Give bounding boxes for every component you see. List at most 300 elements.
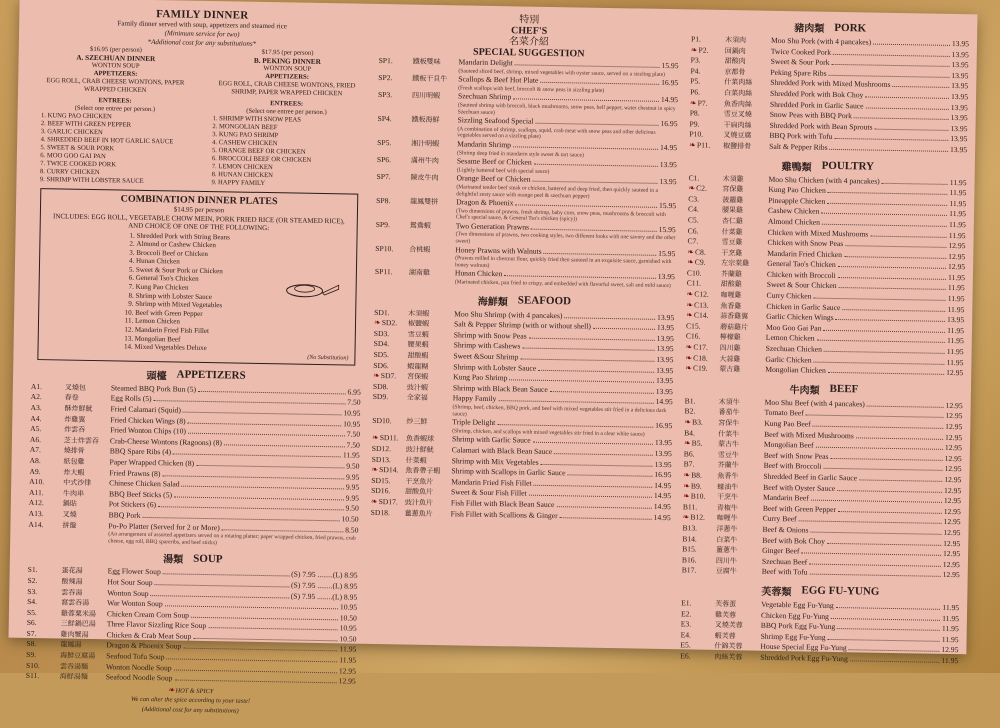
- item-name: Szechuan Shrimp: [457, 91, 512, 102]
- item-name: BBQ Beef Sticks (5): [108, 489, 173, 500]
- item-price: 12.95: [943, 527, 961, 538]
- list-item: 5. ORANGE BEEF OR CHICKEN: [219, 147, 366, 158]
- item-code: [373, 350, 407, 361]
- chili-pepper-icon: ❧: [373, 318, 381, 328]
- item-price: 13.95: [655, 386, 673, 396]
- item-chinese-name: 四川明蝦: [411, 91, 441, 101]
- list-item: 3. Broccoli Beef or Chicken: [136, 248, 350, 260]
- item-code-text: P3.: [690, 55, 701, 65]
- item-name: Moo Shu Chicken (with 4 pancakes): [768, 174, 880, 186]
- item-code-text: A10.: [29, 477, 45, 487]
- item-name: Shrimp with Snow Peas: [453, 330, 527, 341]
- item-price: 16.95: [660, 119, 678, 129]
- item-code-text: SP5.: [377, 137, 392, 148]
- item-chinese-name: 海鮮豆腐湯: [60, 651, 96, 661]
- item-code: [684, 407, 718, 418]
- item-price: 12.95: [944, 432, 963, 442]
- list-item: 14. Mixed Vegetables Deluxe: [134, 343, 348, 355]
- item-name: Tomato Beef: [764, 408, 804, 418]
- item-price: 12.95: [944, 485, 962, 495]
- list-item: 6. BROCCOLI BEEF OR CHICKEN: [218, 155, 365, 166]
- item-price: 14.95: [653, 501, 671, 512]
- item-chinese-name: 雲吞湯: [61, 588, 83, 597]
- item-name: Snow Peas with BBQ Pork: [769, 109, 853, 121]
- item-name: Three Flavor Sizzling Rice Soup: [106, 619, 207, 631]
- item-name: Po-Po Platter (Served for 2 or More): [108, 520, 220, 532]
- chili-pepper-icon: ❧: [685, 363, 693, 373]
- leader-dots: [892, 86, 949, 88]
- item-price: 12.95: [943, 538, 961, 548]
- item-code-text: C10.: [686, 268, 702, 278]
- item-name: Moo Shu Beef (with 4 pancakes): [764, 397, 865, 409]
- item-price: 15.95: [658, 224, 676, 235]
- item-code: [688, 194, 722, 205]
- appetizers-heading-en: APPETIZERS: [176, 368, 246, 383]
- item-name: Fish Fillet with Black Bean Sauce: [450, 498, 555, 510]
- item-chinese-name: 白菜牛: [716, 535, 738, 544]
- item-price: 9.95: [345, 482, 360, 492]
- item-code: [376, 172, 410, 183]
- item-description: (Two dimensions of prawns, two cooking styles, two different looks with one savory and the other sweet): [455, 231, 676, 245]
- item-name: Peking Spare Ribs: [770, 67, 827, 78]
- item-code-text: SD6.: [373, 360, 389, 370]
- list-item: 4. Hunan Chicken: [136, 257, 350, 269]
- item-name: Shredded Pork with Bean Sprouts: [769, 120, 873, 132]
- item-name: Shrimp with Cashews: [453, 340, 521, 351]
- item-price: 13.95: [656, 333, 674, 343]
- szechuan-appetizers: EGG ROLL, CRAB CHEESE WONTONS, PAPER WRAPPED CHICKEN: [46, 77, 185, 94]
- item-code-text: C11.: [686, 278, 702, 289]
- item-name: Shredded Pork in Garlic Sauce: [769, 99, 864, 110]
- item-code: [681, 609, 715, 620]
- item-code: [690, 109, 724, 120]
- item-chinese-name: 雪豆蝦: [407, 330, 429, 339]
- item-code-text: B10.: [690, 491, 706, 501]
- item-price: 11.95: [342, 450, 360, 461]
- item-price: 12.95: [944, 464, 962, 474]
- chili-pepper-icon: ❧: [689, 97, 697, 108]
- leader-dots: [182, 486, 344, 490]
- item-code-text: C6.: [687, 225, 699, 236]
- peking-dinner-price: $17.95 (per person): [261, 48, 314, 57]
- item-name: Shrimp with Garlic Sauce: [451, 434, 531, 446]
- item-chinese-name: 宮保牛: [718, 418, 740, 428]
- item-chinese-name: 雲吞湯麵: [59, 662, 89, 671]
- item-description: (A combination of shrimp, scallops, squid, crab meat with snow peas and other delicious vegetables served on a sizzling plate): [457, 126, 656, 141]
- item-name: Chicken with Mixed Mushrooms: [767, 227, 869, 239]
- item-code: [686, 332, 720, 343]
- item-price: 16.95: [654, 469, 672, 480]
- item-chinese-name: 叉燒包: [64, 383, 86, 392]
- item-code-text: SD18.: [370, 507, 391, 517]
- leader-dots: [854, 117, 949, 120]
- item-name: Vegetable Egg Fu-Yung: [761, 599, 834, 610]
- soup-heading-en: SOUP: [193, 552, 223, 566]
- item-chinese-name: 木須雞: [722, 174, 744, 183]
- leader-dots: [866, 107, 949, 109]
- leader-dots: [849, 650, 940, 653]
- item-code: [690, 77, 724, 88]
- beef-heading-cn: 牛肉類: [789, 384, 820, 397]
- item-chinese-name: 蝦芙蓉: [714, 631, 736, 640]
- item-price: 10.50: [339, 613, 357, 623]
- item-code-text: C17.: [693, 342, 709, 352]
- item-price: 12.95: [944, 443, 963, 453]
- item-description: (Prawns milled in chestnut flour, quickly fried then sauteed in an exquisite sauce, garnished with honey walnuts): [455, 255, 672, 269]
- item-code: [373, 361, 407, 372]
- item-code-text: SD12.: [371, 443, 392, 454]
- item-code-text: SP4.: [377, 114, 392, 124]
- leader-dots: [188, 422, 342, 426]
- item-price: 16.95: [655, 421, 673, 431]
- szechuan-dinner-soup: WONTON SOUP: [91, 61, 140, 70]
- item-chinese-name: 春卷: [64, 393, 79, 403]
- leader-dots: [222, 529, 343, 532]
- leader-dots: [824, 351, 945, 354]
- item-description: (Fresh scallops with beef, broccoli & snow peas in sizzling plate): [458, 85, 605, 94]
- list-item: 9. Shrimp with Mixed Vegetables: [135, 300, 349, 312]
- item-code: [686, 300, 720, 311]
- leader-dots: [183, 648, 337, 652]
- item-chinese-name: 蒙古牛: [717, 440, 740, 449]
- pork-heading-en: PORK: [834, 21, 867, 34]
- item-code-text: A7.: [29, 445, 42, 455]
- item-name: Mandarin Delight: [458, 57, 513, 68]
- egg-fu-yung-heading-cn: 芙蓉類: [761, 586, 792, 599]
- item-code-text: C12.: [694, 289, 709, 299]
- item-price: 12.95: [944, 474, 962, 485]
- list-item: 9. HAPPY FAMILY: [218, 179, 365, 190]
- chef-special-list: [375, 56, 679, 290]
- item-price: 11.95: [941, 634, 959, 644]
- chili-pepper-icon: ❧: [682, 491, 690, 501]
- list-item: 7. Kung Pao Chicken: [136, 283, 350, 295]
- list-item: 1. KUNG PAO CHICKEN: [48, 112, 195, 123]
- list-item: 10. Beef with Green Pepper: [135, 309, 349, 321]
- item-code-text: E1.: [681, 598, 692, 608]
- item-name: Wonton Soup: [107, 587, 149, 598]
- item-price: 14.95: [653, 491, 672, 501]
- item-price: 13.95: [656, 365, 674, 375]
- leader-dots: [823, 468, 942, 471]
- item-code-text: SD14.: [379, 465, 399, 475]
- item-chinese-name: 合桃蝦: [409, 245, 431, 254]
- item-code-text: P5.: [690, 76, 701, 86]
- item-code-text: B9.: [690, 481, 702, 491]
- item-code: [687, 279, 721, 290]
- leader-dots: [497, 424, 653, 428]
- item-chinese-name: 菠蘿雞: [722, 195, 744, 205]
- item-code: [374, 329, 408, 340]
- item-code-text: C8.: [694, 247, 706, 257]
- list-item: 3. GARLIC CHICKEN: [47, 128, 194, 139]
- item-price: 11.95: [339, 655, 357, 665]
- item-description: (Two dimensions of prawns, fresh shrimp, baby corn, snow peas, mushrooms & broccoli with Chef's special sauce, & General Tso's chicken (spicy)): [455, 208, 666, 223]
- chef-heading-cn-2: 名菜介紹: [508, 36, 550, 48]
- leader-dots: [520, 358, 654, 361]
- item-price: 11.95: [948, 272, 965, 283]
- item-name: Moo Shu Pork (with 4 pancakes): [770, 35, 872, 47]
- item-code: [682, 523, 716, 534]
- item-name: Shredded Pork with Bok Choy: [770, 88, 864, 100]
- item-code: [30, 435, 64, 446]
- item-chinese-name: 咖喱牛: [716, 514, 738, 523]
- item-code: [682, 555, 716, 566]
- item-chinese-name: 豉汁蝦: [406, 383, 428, 392]
- item-code: [29, 477, 63, 488]
- item-name: Mandarin Fried Chicken: [767, 248, 843, 259]
- chili-pepper-icon: ❧: [167, 685, 175, 695]
- leader-dots: [513, 99, 659, 103]
- leader-dots: [533, 181, 658, 184]
- item-code: [690, 87, 724, 98]
- item-chinese-name: 京都骨: [724, 67, 746, 77]
- leader-dots: [174, 669, 337, 673]
- item-code: [379, 56, 413, 67]
- item-price: 16.95: [661, 78, 679, 88]
- item-price: 12.95: [947, 262, 966, 272]
- item-code: [371, 486, 405, 497]
- item-code-text: A4.: [30, 413, 42, 423]
- item-code: [374, 318, 408, 329]
- item-code-text: P1.: [690, 34, 702, 44]
- item-price: 11.95: [949, 188, 967, 198]
- peking-dinner-title: B. PEKING DINNER: [253, 56, 321, 66]
- item-price: 13.95: [659, 160, 677, 170]
- item-price: 12.95: [948, 251, 966, 261]
- item-name: Pineapple Chicken: [768, 195, 826, 206]
- pork-list: [689, 34, 969, 155]
- item-code-text: SD4.: [373, 339, 390, 349]
- item-price: 13.95: [951, 38, 970, 49]
- chili-pepper-icon: ❧: [683, 438, 691, 448]
- list-item: 7. LEMON CHICKEN: [218, 163, 365, 174]
- item-code-text: SD7.: [380, 371, 397, 381]
- list-item: 6. General Tso's Chicken: [136, 274, 350, 286]
- egg-fu-yung-heading-en: EGG FU-YUNG: [801, 584, 880, 599]
- family-dinner-extra: *Additional cost for any substitutions*: [147, 37, 257, 48]
- item-price: 12.95: [945, 400, 963, 411]
- item-code-text: A8.: [29, 455, 41, 466]
- chili-pepper-icon: ❧: [689, 140, 696, 150]
- leader-dots: [833, 53, 950, 56]
- list-item: 8. HUNAN CHICKEN: [218, 171, 365, 182]
- item-price: 13.95: [656, 354, 674, 365]
- item-price: (S) 7.95 ........(L) 8.95: [291, 569, 358, 580]
- item-description: (Sauteed shrimp with broccoli, black mushrooms, snow peas, bell pepper, water chestnut in spicy Szechuan sauce): [457, 102, 676, 116]
- item-chinese-name: 蘑菇雞片: [719, 322, 749, 332]
- leader-dots: [568, 474, 653, 476]
- peking-appetizers-label: APPETIZERS:: [265, 72, 309, 81]
- item-price: 15.95: [658, 200, 677, 211]
- peking-dinner: [206, 48, 367, 190]
- item-code: [31, 392, 65, 403]
- item-code-text: S7.: [26, 628, 37, 638]
- item-price: 11.95: [946, 346, 964, 357]
- leader-dots: [814, 361, 945, 364]
- item-code: [688, 226, 722, 237]
- item-code: [376, 196, 410, 207]
- item-code-text: S2.: [27, 575, 38, 585]
- leader-dots: [830, 149, 948, 152]
- leader-dots: [513, 146, 658, 150]
- leader-dots: [813, 298, 945, 301]
- item-description: (Shrimp deep fried in mandarin style sweet & tart sauce): [456, 149, 584, 159]
- item-code-text: C14.: [693, 310, 709, 321]
- item-price: 13.95: [951, 70, 969, 81]
- leader-dots: [829, 75, 950, 78]
- leader-dots: [838, 511, 942, 514]
- item-code-text: SP6.: [376, 155, 392, 165]
- item-price: 9.50: [346, 461, 360, 471]
- beef-heading-en: BEEF: [829, 383, 859, 396]
- item-price: 8.50: [345, 524, 359, 535]
- item-price: 14.95: [655, 397, 673, 407]
- chili-pepper-icon: ❧: [685, 352, 693, 363]
- item-chinese-name: 芙蓉蛋: [715, 599, 737, 609]
- item-chinese-name: 番茄牛: [718, 408, 740, 417]
- item-chinese-name: 酥炸鮮魷: [64, 404, 93, 414]
- item-chinese-name: 鴛鴦蝦: [409, 221, 431, 230]
- item-chinese-name: 魚香帶子蝦: [405, 466, 441, 476]
- item-code: [691, 45, 725, 56]
- item-price: 10.95: [339, 623, 357, 633]
- item-chinese-name: 紙包雞: [63, 457, 85, 466]
- leader-dots: [870, 235, 947, 237]
- item-chinese-name: 雪豆牛: [717, 450, 739, 460]
- item-name: Fried Calamari (Squid): [110, 404, 182, 415]
- item-description: (Lightly battered beef with special sauce): [456, 167, 550, 175]
- item-chinese-name: 木須牛: [718, 397, 740, 407]
- leader-dots: [809, 574, 940, 577]
- item-code: [28, 519, 62, 530]
- item-code: [684, 449, 718, 460]
- item-price: 13.95: [655, 376, 674, 386]
- item-chinese-name: 拼盤: [62, 521, 77, 530]
- item-code: [689, 173, 723, 184]
- item-name: Szechuan Chicken: [765, 343, 823, 354]
- item-name: Beef with Snow Peas: [763, 450, 829, 461]
- leader-dots: [533, 442, 653, 445]
- item-chinese-name: 全家福: [406, 393, 428, 403]
- chili-pepper-icon: ❧: [690, 45, 698, 55]
- item-price: 7.50: [347, 397, 361, 408]
- item-price: 13.95: [949, 144, 968, 155]
- chili-pepper-icon: ❧: [682, 512, 690, 522]
- item-code: [26, 661, 60, 672]
- item-code: [689, 130, 723, 141]
- list-item: 12. Mandarin Fried Fish Fillet: [135, 326, 349, 338]
- leader-dots: [831, 458, 943, 461]
- item-code-text: C4.: [687, 204, 699, 214]
- leader-dots: [191, 616, 338, 620]
- item-chinese-name: 鍋貼: [62, 499, 77, 509]
- item-price: 12.95: [942, 549, 961, 559]
- item-code-text: C3.: [688, 194, 700, 204]
- item-description: (Sauteed sliced beef, shrimp, mixed vegetables with oyster sauce, served on a sizzling plate): [458, 67, 666, 78]
- item-code-text: SD8.: [372, 381, 389, 391]
- item-code-text: SP2.: [378, 73, 393, 83]
- menu-column-left: [25, 6, 367, 717]
- leader-dots: [836, 319, 945, 322]
- item-code: [691, 34, 725, 45]
- item-chinese-name: 蠔油牛: [717, 482, 739, 491]
- chef-heading-en-1: CHEF'S: [510, 25, 548, 37]
- item-code: [681, 619, 715, 630]
- leader-dots: [810, 532, 941, 535]
- item-code-text: A5.: [30, 424, 42, 434]
- leader-dots: [151, 595, 289, 598]
- item-chinese-name: 芥蘭牛: [717, 461, 739, 470]
- item-name: Beef with Oyster Sauce: [763, 482, 836, 493]
- item-chinese-name: 椒鹽排骨: [723, 141, 752, 151]
- item-price: 13.95: [950, 102, 968, 112]
- item-code-text: SD15.: [371, 475, 391, 485]
- item-name: Seafood Tofu Soup: [106, 651, 165, 662]
- item-code-text: SD10.: [372, 416, 392, 426]
- item-name: General Tao's Chicken: [767, 259, 836, 270]
- item-name: Paper Wrapped Chicken (8): [109, 457, 195, 468]
- item-chinese-name: 豉汁魚片: [404, 498, 433, 507]
- item-name: Shrimp with Scallops in Garlic Sauce: [451, 466, 566, 478]
- leader-dots: [534, 164, 658, 167]
- leader-dots: [188, 433, 345, 437]
- leader-dots: [554, 453, 653, 456]
- list-item: 7. TWICE COOKED PORK: [47, 160, 194, 171]
- item-chinese-name: 干烹雞: [721, 248, 743, 258]
- item-code: [28, 565, 62, 576]
- item-code: [30, 403, 64, 414]
- item-chinese-name: 中式沙律: [63, 478, 92, 488]
- appetizers-list: [28, 382, 361, 549]
- item-price: 11.95: [339, 644, 357, 655]
- chili-pepper-icon: ❧: [370, 496, 378, 506]
- leader-dots: [531, 229, 657, 232]
- item-price: 12.95: [943, 506, 961, 516]
- item-chinese-name: 鐵板雙味: [412, 57, 441, 67]
- item-code: [682, 544, 716, 555]
- leader-dots: [828, 639, 940, 642]
- item-name: Hot Sour Soup: [107, 577, 153, 588]
- family-dinner-subtitle: Family dinner served with soup, appetizers and steamed rice: [117, 19, 287, 31]
- item-price: 13.95: [950, 113, 968, 123]
- item-name: Beef with Green Pepper: [762, 503, 837, 514]
- item-code-text: SD9.: [372, 392, 389, 402]
- item-code: [680, 651, 714, 662]
- item-chinese-name: 雪豆叉燒: [723, 110, 752, 119]
- item-code-text: B8.: [691, 470, 702, 480]
- leader-dots: [837, 490, 942, 493]
- item-chinese-name: 左宗棠雞: [721, 259, 750, 268]
- leader-dots: [535, 123, 658, 126]
- leader-dots: [541, 463, 653, 466]
- list-item: 1. SHRIMP WITH SNOW PEAS: [219, 115, 366, 126]
- item-code-text: C16.: [685, 331, 701, 342]
- chili-pepper-icon: ❧: [683, 480, 691, 491]
- leader-dots: [817, 340, 945, 343]
- leader-dots: [196, 465, 344, 469]
- item-code: [685, 353, 719, 364]
- item-name: Sizzling Seafood Special: [457, 115, 534, 126]
- item-code-text: S9.: [26, 649, 37, 660]
- item-name: Curry Beef: [762, 514, 797, 524]
- item-chinese-name: 龍鳳湯: [60, 640, 82, 650]
- item-name: Chicken Egg Fu-Yung: [760, 610, 829, 621]
- szechuan-dinner-price: $16.95 (per person): [89, 45, 142, 54]
- item-price: 12.95: [943, 517, 961, 527]
- leader-dots: [509, 379, 653, 383]
- item-name: Steamed BBQ Pork Bun (5): [110, 383, 197, 394]
